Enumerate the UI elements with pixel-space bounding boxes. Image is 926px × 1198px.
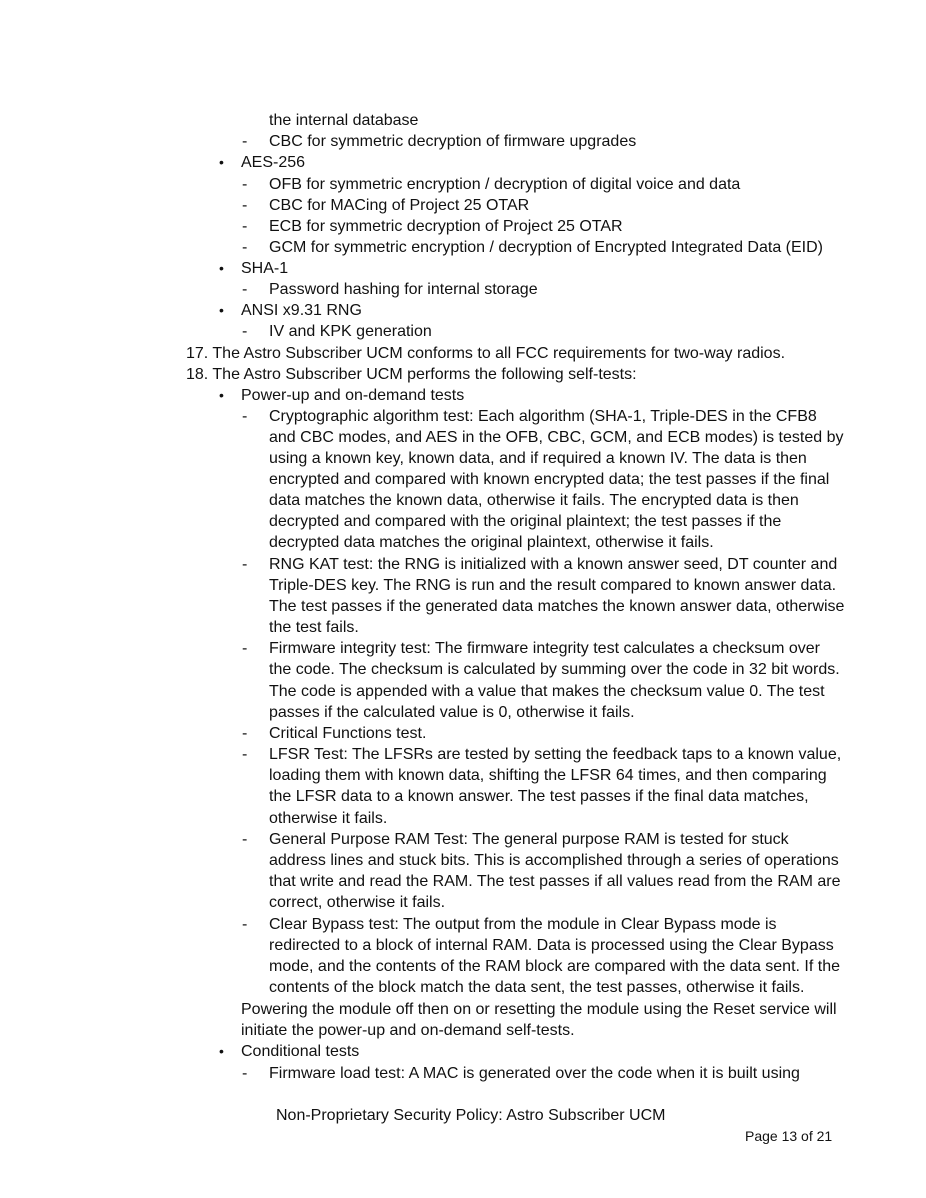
powerup-closing-line: initiate the power-up and on-demand self-tests. [241,1022,575,1039]
list-dash: - [242,281,248,298]
list-dash: - [242,197,248,214]
sha-item: Password hashing for internal storage [269,281,538,298]
list-dash: - [242,725,248,742]
numbered-item-18: 18. The Astro Subscriber UCM performs the following self-tests: [186,366,637,383]
list-dash: - [242,831,248,848]
lfsr-test-line: otherwise it fails. [269,810,388,827]
bypass-test-line: Clear Bypass test: The output from the module in Clear Bypass mode is [269,916,777,933]
crypto-test-line: using a known key, known data, and if required a known IV. The data is then [269,450,807,467]
bullet-icon: • [219,260,224,276]
crypto-test-line: decrypted and compared with the original plaintext; the test passes if the [269,513,782,530]
fw-test-line: passes if the calculated value is 0, otherwise it fails. [269,704,635,721]
ram-test-line: correct, otherwise it fails. [269,894,446,911]
crypto-test-line: data matches the known data, otherwise it fails. The encrypted data is then [269,492,799,509]
bullet-icon: • [219,1043,224,1059]
list-dash: - [242,1065,248,1082]
ram-test-line: General Purpose RAM Test: The general purpose RAM is tested for stuck [269,831,789,848]
crypto-test-line: Cryptographic algorithm test: Each algorithm (SHA-1, Triple-DES in the CFB8 [269,408,817,425]
rng-test-line: The test passes if the generated data matches the known answer data, otherwise [269,598,845,615]
fw-test-line: The code is appended with a value that makes the checksum value 0. The test [269,683,825,700]
list-dash: - [242,556,248,573]
numbered-item-17: 17. The Astro Subscriber UCM conforms to all FCC requirements for two-way radios. [186,345,786,362]
crypto-test-line: and CBC modes, and AES in the OFB, CBC, GCM, and ECB modes) is tested by [269,429,844,446]
bypass-test-line: contents of the block match the data sent, the test passes, otherwise it fails. [269,979,805,996]
list-dash: - [242,916,248,933]
rng-label: ANSI x9.31 RNG [241,302,362,319]
list-dash: - [242,323,248,340]
fw-load-test-line: Firmware load test: A MAC is generated over the code when it is built using [269,1065,800,1082]
sha-label: SHA-1 [241,260,289,277]
aes-label: AES-256 [241,154,306,171]
page-number: Page 13 of 21 [745,1128,833,1144]
powerup-label: Power-up and on-demand tests [241,387,465,404]
ram-test-line: address lines and stuck bits. This is accomplished through a series of operations [269,852,839,869]
bypass-test-line: mode, and the contents of the RAM block are compared with the data sent. If the [269,958,840,975]
lfsr-test-line: the LFSR data to a known answer. The test passes if the final data matches, [269,788,809,805]
list-dash: - [242,408,248,425]
rng-item: IV and KPK generation [269,323,432,340]
rng-test-line: RNG KAT test: the RNG is initialized with a known answer seed, DT counter and [269,556,838,573]
cbc-firmware-item: CBC for symmetric decryption of firmware upgrades [269,133,637,150]
list-dash: - [242,176,248,193]
aes-item: GCM for symmetric encryption / decryption of Encrypted Integrated Data (EID) [269,239,823,256]
bullet-icon: • [219,154,224,170]
continuation-text: the internal database [269,112,419,129]
ram-test-line: that write and read the RAM. The test passes if all values read from the RAM are [269,873,841,890]
list-dash: - [242,218,248,235]
fw-test-line: the code. The checksum is calculated by summing over the code in 32 bit words. [269,661,840,678]
crypto-test-line: decrypted data matches the original plaintext, otherwise it fails. [269,534,714,551]
aes-item: CBC for MACing of Project 25 OTAR [269,197,530,214]
critical-test-line: Critical Functions test. [269,725,427,742]
footer-title: Non-Proprietary Security Policy: Astro Subscriber UCM [276,1107,666,1124]
list-dash: - [242,239,248,256]
bullet-icon: • [219,387,224,403]
lfsr-test-line: LFSR Test: The LFSRs are tested by setting the feedback taps to a known value, [269,746,842,763]
aes-item: OFB for symmetric encryption / decryption of digital voice and data [269,176,741,193]
rng-test-line: Triple-DES key. The RNG is run and the result compared to known answer data. [269,577,837,594]
lfsr-test-line: loading them with known data, shifting the LFSR 64 times, and then comparing [269,767,827,784]
fw-test-line: Firmware integrity test: The firmware integrity test calculates a checksum over [269,640,820,657]
list-dash: - [242,746,248,763]
list-dash: - [242,133,248,150]
conditional-label: Conditional tests [241,1043,360,1060]
bullet-icon: • [219,302,224,318]
aes-item: ECB for symmetric decryption of Project 25 OTAR [269,218,623,235]
crypto-test-line: encrypted and compared with known encrypted data; the test passes if the final [269,471,830,488]
rng-test-line: the test fails. [269,619,359,636]
powerup-closing-line: Powering the module off then on or resetting the module using the Reset service will [241,1001,837,1018]
bypass-test-line: redirected to a block of internal RAM. Data is processed using the Clear Bypass [269,937,834,954]
list-dash: - [242,640,248,657]
